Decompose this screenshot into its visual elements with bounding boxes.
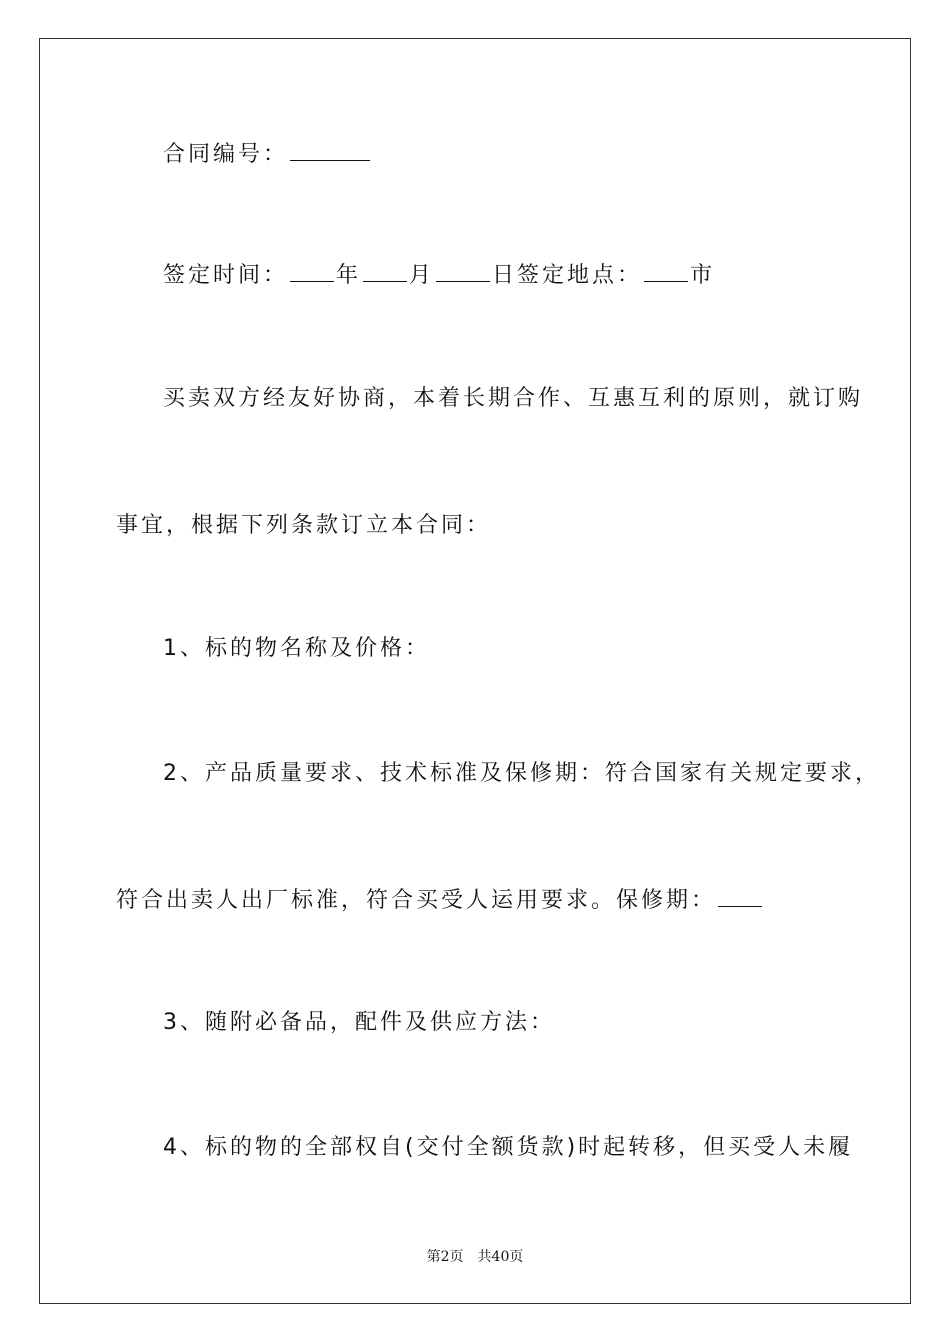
month-label: 月 xyxy=(409,263,435,288)
year-label: 年 xyxy=(336,263,362,288)
page-footer xyxy=(0,1247,950,1267)
clause-3: 3、随附必备品，配件及供应方法： xyxy=(163,1010,555,1035)
page-border xyxy=(39,38,911,1304)
clause-1: 1、标的物名称及价格： xyxy=(163,636,430,661)
month-blank[interactable] xyxy=(363,259,407,282)
day-place-label: 日签定地点： xyxy=(492,263,643,288)
clause-2-line2 xyxy=(116,884,764,916)
contract-number-blank[interactable] xyxy=(290,138,370,161)
warranty-blank[interactable] xyxy=(718,884,762,907)
page-number: 第2页 xyxy=(426,1249,464,1265)
year-blank[interactable] xyxy=(290,259,334,282)
signing-date-line xyxy=(163,259,715,291)
clause-4-line1: 4、标的物的全部权自(交付全额货款)时起转移，但买受人未履 xyxy=(163,1135,854,1160)
signing-date-label: 签定时间： xyxy=(163,263,289,288)
clause-2-text: 符合出卖人出厂标准，符合买受人运用要求。保修期： xyxy=(116,888,717,913)
day-blank[interactable] xyxy=(436,259,490,282)
city-label: 市 xyxy=(690,263,716,288)
intro-paragraph-line1: 买卖双方经友好协商，本着长期合作、互惠互利的原则，就订购 xyxy=(163,386,864,411)
clause-2-line1: 2、产品质量要求、技术标准及保修期：符合国家有关规定要求， xyxy=(163,761,880,786)
intro-paragraph-line2: 事宜，根据下列条款订立本合同： xyxy=(116,513,492,538)
city-blank[interactable] xyxy=(644,259,688,282)
contract-number-label: 合同编号： xyxy=(163,142,289,167)
page-total: 共40页 xyxy=(477,1249,524,1265)
contract-number-line xyxy=(163,138,372,170)
